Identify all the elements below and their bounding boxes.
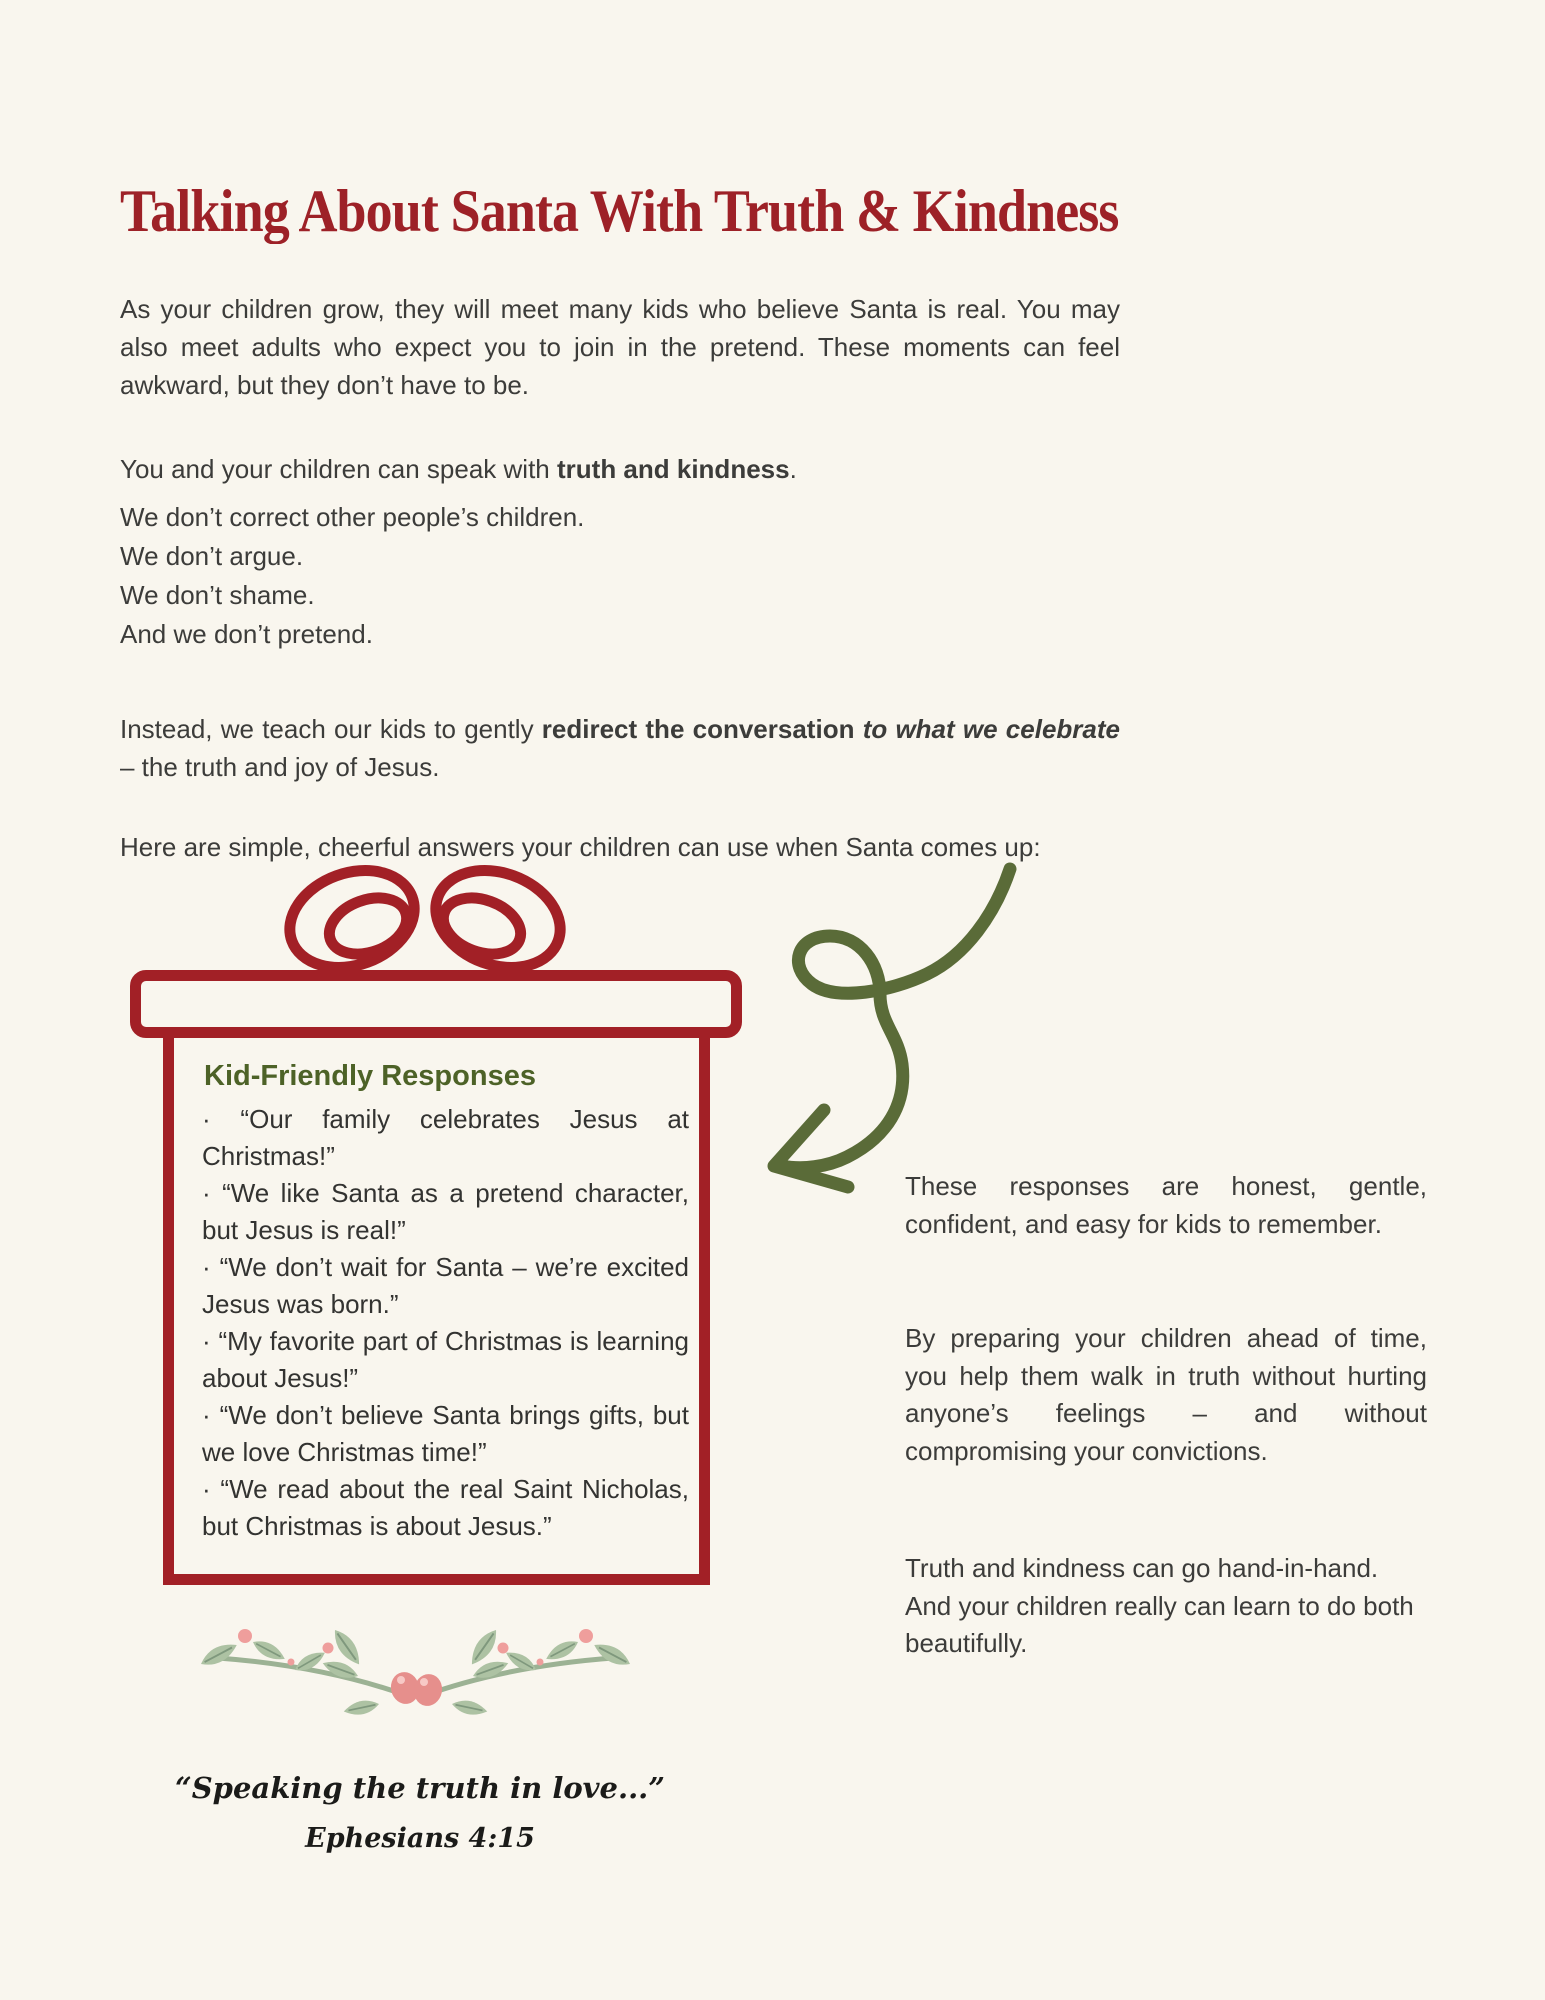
redirect-paragraph [120, 710, 1120, 786]
speak-suffix: . [789, 454, 797, 484]
gift-bow-icon [270, 864, 580, 976]
gift-box [163, 1038, 710, 1585]
intro-paragraph: As your children grow, they will meet many kids who believe Santa is real. You may also meet adults who expect you to join in the pretend. These moments can feel awkward, but they don’t have to be. [120, 294, 1120, 400]
rule-line: We don’t correct other people’s children. [120, 502, 585, 532]
response-item: · “We like Santa as a pretend character, but Jesus is real!” [202, 1178, 689, 1245]
rule-line: We don’t shame. [120, 580, 315, 610]
aside3-line1: Truth and kindness can go hand-in-hand. [905, 1553, 1379, 1583]
scripture-reference: Ephesians 4:15 [305, 1823, 535, 1854]
speak-bold: truth and kindness [557, 454, 790, 484]
redirect-prefix: Instead, we teach our kids to gently [120, 714, 542, 744]
footer-quote: “Speaking the truth in love...” [175, 1771, 665, 1805]
aside-paragraph-2: By preparing your children ahead of time, you help them walk in truth without hurting anyone’s feelings – and without compromising your convictions. [905, 1323, 1427, 1466]
responses-heading: Kid-Friendly Responses [204, 1060, 536, 1092]
redirect-suffix: – the truth and joy of Jesus. [120, 752, 440, 782]
response-item: · “We don’t believe Santa brings gifts, but we love Christmas time!” [202, 1400, 689, 1467]
rule-line: We don’t argue. [120, 541, 304, 571]
holly-garland-icon [183, 1616, 648, 1716]
aside-paragraph-1: These responses are honest, gentle, confident, and easy for kids to remember. [905, 1171, 1427, 1239]
gift-lid [130, 970, 742, 1038]
speak-paragraph [120, 450, 1120, 488]
response-item: · “We read about the real Saint Nicholas, but Christmas is about Jesus.” [202, 1474, 689, 1541]
rule-line: And we don’t pretend. [120, 619, 373, 649]
response-item: · “Our family celebrates Jesus at Christmas!” [202, 1104, 689, 1171]
redirect-bold-italic: to what we celebrate [862, 714, 1120, 744]
response-item: · “My favorite part of Christmas is learning about Jesus!” [202, 1326, 689, 1393]
aside3-line2: And your children really can learn to do both beautifully. [905, 1590, 1414, 1658]
aside-paragraph-3 [905, 1550, 1427, 1663]
rules-block [120, 498, 1120, 654]
lead-in-paragraph: Here are simple, cheerful answers your children can use when Santa comes up: [120, 832, 1041, 862]
curly-arrow-icon [752, 852, 1037, 1202]
speak-prefix: You and your children can speak with [120, 454, 557, 484]
redirect-bold: redirect the conversation [541, 714, 863, 744]
page-title: Talking About Santa With Truth & Kindness [120, 178, 1119, 245]
response-item: · “We don’t wait for Santa – we’re excited Jesus was born.” [202, 1252, 689, 1319]
